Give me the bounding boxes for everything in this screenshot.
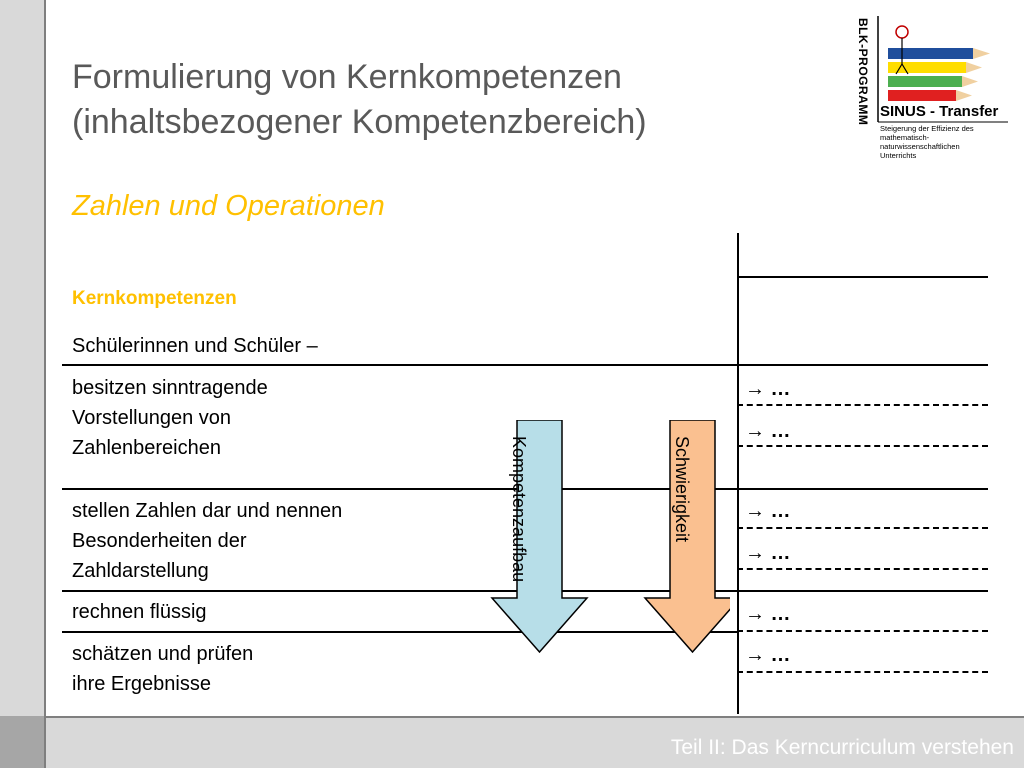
arrow-item: → … <box>745 542 791 564</box>
logo-tagline-line-2: mathematisch-naturwissenschaftlichen <box>880 133 960 151</box>
title-line-1: Formulierung von Kernkompetenzen <box>72 58 622 96</box>
logo-tagline <box>880 124 1000 160</box>
competency-line: Zahldarstellung <box>72 560 209 582</box>
table-row-competency <box>72 639 253 699</box>
competency-line: besitzen sinntragende <box>72 377 268 399</box>
competency-line: ihre Ergebnisse <box>72 673 211 695</box>
slide-footer <box>46 716 1024 768</box>
footer-text: Teil II: Das Kerncurriculum verstehen <box>670 736 1014 759</box>
dashed-row-divider <box>737 445 988 447</box>
dashed-row-divider <box>737 527 988 529</box>
logo-tagline-line-1: Steigerung der Effizienz des <box>880 124 974 133</box>
kompetenzaufbau-arrow-icon <box>492 420 587 652</box>
arrow-item: → … <box>745 378 791 400</box>
table-column-divider <box>737 233 739 714</box>
dashed-row-divider <box>737 404 988 406</box>
left-sidebar-footer-block <box>0 716 46 768</box>
title-line-2: (inhaltsbezogener Kompetenzbereich) <box>72 103 647 141</box>
table-row-competency <box>72 373 268 463</box>
table-header-line: Schülerinnen und Schüler – <box>72 335 318 357</box>
kompetenzaufbau-label: Kompetenzaufbau <box>509 436 529 583</box>
slide-title <box>72 55 647 145</box>
competency-line: Zahlenbereichen <box>72 437 221 459</box>
table-row-competency <box>72 597 207 627</box>
competency-line: stellen Zahlen dar und nennen <box>72 500 343 522</box>
dashed-row-divider <box>737 671 988 673</box>
table-row-divider <box>62 364 988 366</box>
logo-vertical-text: BLK-PROGRAMM <box>856 18 870 126</box>
logo-name: SINUS - Transfer <box>880 103 999 120</box>
direction-arrows <box>480 420 730 660</box>
competency-line: schätzen und prüfen <box>72 643 254 665</box>
arrow-item: → … <box>745 644 791 666</box>
competency-line: Vorstellungen von <box>72 407 232 429</box>
table-header-label: Kernkompetenzen <box>72 288 237 309</box>
arrow-item: → … <box>745 500 791 522</box>
dashed-row-divider <box>737 568 988 570</box>
competency-line: Besonderheiten der <box>72 530 247 552</box>
competency-line: rechnen flüssig <box>72 601 207 623</box>
left-sidebar-band <box>0 0 46 716</box>
dashed-row-divider <box>737 630 988 632</box>
slide-subtitle: Zahlen und Operationen <box>72 190 385 222</box>
schwierigkeit-label: Schwierigkeit <box>672 436 692 543</box>
logo-tagline-line-3: Unterrichts <box>880 151 917 160</box>
arrow-item: → … <box>745 420 791 442</box>
table-row-competency <box>72 496 342 586</box>
table-header-rule-right <box>737 276 988 278</box>
arrow-item: → … <box>745 603 791 625</box>
